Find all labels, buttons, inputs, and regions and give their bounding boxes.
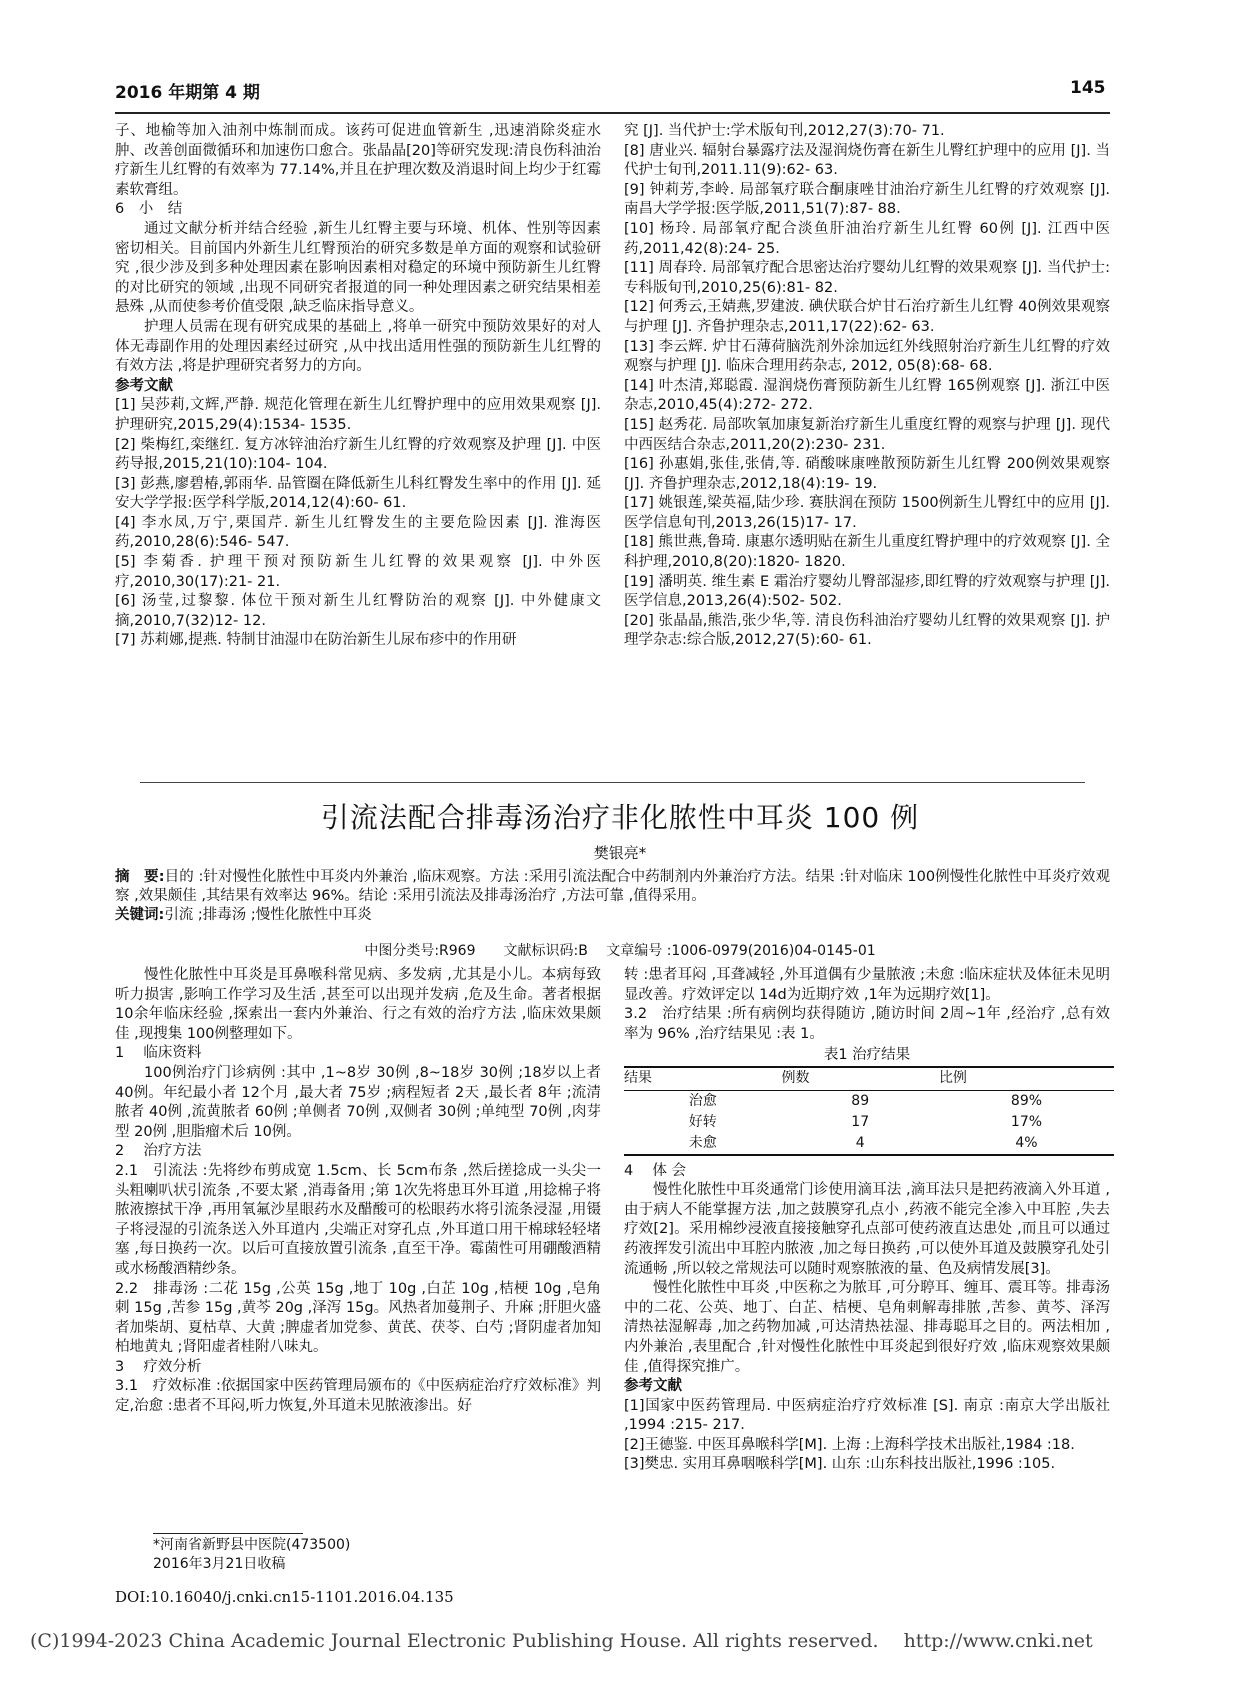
reference-item: [19] 潘明英. 维生素 E 霜治疗婴幼儿臀部湿疹,即红臀的疗效观察与护理 [J]. 医学信息,2013,26(4):502- 502. [624, 573, 1110, 610]
paragraph: 3.1 疗效标准 :依据国家中医药管理局颁布的《中医病症治疗疗效标准》判定,治愈 :患者不耳闷,听力恢复,外耳道未见脓液渗出。好 [115, 1378, 601, 1415]
reference-item: [1] 吴莎莉,文辉,严静. 规范化管理在新生儿红臀护理中的应用效果观察 [J]. 护理研究,2015,29(4):1534- 1535. [115, 397, 601, 433]
paragraph: 转 :患者耳闷 ,耳聋减轻 ,外耳道偶有少量脓液 ;未愈 :临床症状及体征未见明显改善。疗效评定以 14d为近期疗效 ,1年为远期疗效[1]。 [624, 967, 1110, 1003]
abstract-text: 目的 :针对慢性化脓性中耳炎内外兼治 ,临床观察。方法 :采用引流法配合中药制剂内外兼治疗方法。结果 :针对临床 100例慢性化脓性中耳炎疗效观察 ,效果颇佳 ,其结果有效率达 96%。结论 :采用引流法及排毒汤治疗 ,方法可靠 ,值得采用。 [115, 869, 1110, 904]
references-heading: 参考文献 [115, 377, 173, 394]
reference-item: [9] 钟莉芳,李岭. 局部氧疗联合酮康唑甘油治疗新生儿红臀的疗效观察 [J]. 南昌大学学报:医学版,2011,51(7):87- 88. [624, 181, 1110, 218]
issue-header: 2016 年期第 4 期 [115, 83, 260, 103]
table-cell: 89% [1010, 1092, 1043, 1109]
paragraph: 2.2 排毒汤 :二花 15g ,公英 15g ,地丁 10g ,白芷 10g ,桔梗 10g ,皂角刺 15g ,苦参 15g ,黄芩 20g ,泽泻 15g。风热者加蔓荆子、升麻 ;肝胆火盛者加柴胡、夏枯草、大黄 ;脾虚者加党参、黄芪、茯苓、白芍 ;肾阴虚者加知柏地黄丸 ;肾阳虚者桂附八味丸。 [115, 1280, 601, 1356]
abstract-block [115, 868, 1110, 925]
section-heading: 2 治疗方法 [115, 1143, 202, 1160]
table-cell: 未愈 [624, 1133, 781, 1155]
table-cell: 好转 [688, 1113, 717, 1130]
keywords [115, 906, 1110, 925]
article-title: 引流法配合排毒汤治疗非化脓性中耳炎 100 例 [320, 801, 920, 834]
reference-item: [20] 张晶晶,熊浩,张少华,等. 清良伤科油治疗婴幼儿红臀的效果观察 [J]. 护理学杂志:综合版,2012,27(5):60- 61. [624, 612, 1110, 649]
table-header-cell: 例数 [781, 1067, 938, 1090]
section-heading: 4 体 会 [624, 1162, 686, 1179]
abstract-label: 摘 要: [115, 869, 165, 885]
received-date: 2016年3月21日收稿 [153, 1556, 286, 1572]
reference-item: [15] 赵秀花. 局部吹氧加康复新治疗新生儿重度红臀的观察与护理 [J]. 现代中西医结合杂志,2011,20(2):230- 231. [624, 416, 1110, 453]
reference-item: [4] 李水凤,万宁,栗国芹. 新生儿红臀发生的主要危险因素 [J]. 淮海医药,2010,28(6):546- 547. [115, 514, 601, 551]
footnote-rule [153, 1533, 303, 1534]
footnote-block [115, 1533, 601, 1607]
table-cell: 治愈 [688, 1092, 717, 1109]
reference-item: [10] 杨玲. 局部氧疗配合淡鱼肝油治疗新生儿红臀 60例 [J]. 江西中医药,2011,42(8):24- 25. [624, 220, 1110, 257]
table-header-cell: 比例 [939, 1067, 1114, 1090]
article-divider [140, 782, 1085, 783]
doi: DOI:10.16040/j.cnki.cn15-1101.2016.04.135 [115, 1588, 454, 1606]
prev-article-left-column [115, 122, 601, 651]
reference-item: [1]国家中医药管理局. 中医病症治疗疗效标准 [S]. 南京 :南京大学出版社 ,1994 :215- 217. [624, 1397, 1110, 1434]
table-cell: 17 [851, 1113, 870, 1130]
paragraph: 100例治疗门诊病例 :其中 ,1~8岁 30例 ,8~18岁 30例 ;18岁以上者 40例。年纪最小者 12个月 ,最大者 75岁 ;病程短者 2天 ,最长者 8年 ;流清脓者 40例 ,流黄脓者 60例 ;单侧者 70例 ,双侧者 30例 ;单纯型 70例 ,肉芽型 20例 ,胆脂瘤术后 10例。 [115, 1064, 601, 1140]
reference-item: [7] 苏莉娜,提燕. 特制甘油湿巾在防治新生儿尿布疹中的作用研 [115, 632, 517, 649]
keywords-label: 关键词: [115, 907, 165, 923]
reference-item: [3] 彭燕,廖碧椿,郭雨华. 品管圈在降低新生儿科红臀发生率中的作用 [J]. 延安大学学报:医学科学版,2014,12(4):60- 61. [115, 475, 601, 512]
article-left-column [115, 966, 601, 1417]
reference-item: [11] 周春玲. 局部氧疗配合思密达治疗婴幼儿红臀的效果观察 [J]. 当代护士:专科版旬刊,2010,25(6):81- 82. [624, 260, 1110, 296]
paragraph: 护理人员需在现有研究成果的基础上 ,将单一研究中预防效果好的对人体无毒副作用的处理因素经过研究 ,从中找出适用性强的预防新生儿红臀的有效方法 ,将是护理研究者努力的方向。 [115, 318, 601, 375]
affiliation: *河南省新野县中医院(473500) [153, 1537, 351, 1553]
reference-item: [18] 熊世燕,鲁琦. 康惠尔透明贴在新生儿重度红臀护理中的疗效观察 [J]. 全科护理,2010,8(20):1820- 1820. [624, 534, 1110, 571]
keywords-text: 引流 ;排毒汤 ;慢性化脓性中耳炎 [164, 907, 372, 923]
article-right-column [624, 966, 1110, 1475]
reference-item: [12] 何秀云,王婧燕,罗建波. 碘伏联合炉甘石治疗新生儿红臀 40例效果观察与护理 [J]. 齐鲁护理杂志,2011,17(22):62- 63. [624, 299, 1110, 335]
reference-item: [14] 叶杰清,郑聪霞. 湿润烧伤膏预防新生儿红臀 165例观察 [J]. 浙江中医杂志,2010,45(4):272- 272. [624, 377, 1110, 414]
paragraph: 慢性化脓性中耳炎是耳鼻喉科常见病、多发病 ,尤其是小儿。本病每致听力损害 ,影响工作学习及生活 ,甚至可以出现并发病 ,危及生命。著者根据 10余年临床经验 ,探索出一套内外兼治、行之有效的治疗方法 ,临床效果颇佳 ,现搜集 100例整理如下。 [115, 967, 601, 1042]
reference-item: [5] 李菊香. 护理干预对预防新生儿红臀的效果观察 [J]. 中外医疗,2010,30(17):21- 21. [115, 554, 601, 590]
reference-item: [6] 汤莹,过黎黎. 体位干预对新生儿红臀防治的观察 [J]. 中外健康文摘,2010,7(32)12- 12. [115, 593, 601, 629]
page-number: 145 [1070, 78, 1106, 98]
paragraph: 通过文献分析并结合经验 ,新生儿红臀主要与环境、机体、性别等因素密切相关。目前国内外新生儿红臀预治的研究多数是单方面的观察和试验研究 ,很少涉及到多种处理因素在影响因素相对稳定的环境中预防新生儿红臀的对比研究的领域 ,出现不同研究者报道的同一种处理因素之研究结果相差悬殊 ,从而使参考价值受限 ,缺乏临床指导意义。 [115, 220, 601, 316]
table-cell: 89 [851, 1092, 870, 1109]
reference-item: [2] 柴梅红,栾继红. 复方冰锌油治疗新生儿红臀的疗效观察及护理 [J]. 中医药导报,2015,21(10):104- 104. [115, 436, 601, 473]
reference-item: [17] 姚银莲,梁英福,陆少珍. 赛肤润在预防 1500例新生儿臀红中的应用 [J]. 医学信息旬刊,2013,26(15)17- 17. [624, 495, 1110, 531]
article-author: 樊银亮* [593, 844, 647, 862]
section-heading: 1 临床资料 [115, 1045, 202, 1062]
reference-item: [8] 唐业兴. 辐射台暴露疗法及湿润烧伤膏在新生儿臀红护理中的应用 [J]. 当代护士旬刊,2011.11(9):62- 63. [624, 142, 1110, 179]
prev-article-right-column [624, 122, 1110, 651]
header-rule [115, 112, 1110, 114]
results-table [624, 1066, 1114, 1156]
paragraph: 子、地榆等加入油剂中炼制而成。该药可促进血管新生 ,迅速消除炎症水肿、改善创面微循环和加速伤口愈合。张晶晶[20]等研究发现:清良伤科油治疗新生儿红臀的有效率为 77.14%,并且在护理次数及消退时间上均少于红霉素软膏组。 [115, 123, 601, 198]
table-row [624, 1133, 1114, 1155]
table-header-cell: 结果 [624, 1067, 781, 1090]
table-header-row [624, 1067, 1114, 1090]
paragraph: 慢性化脓性中耳炎通常门诊使用滴耳法 ,滴耳法只是把药液滴入外耳道 ,由于病人不能掌握方法 ,加之鼓膜穿孔点小 ,药液不能完全渗入中耳腔 ,失去疗效[2]。采用棉纱浸液直接接触穿孔点部可使药液直达患处 ,而且可以通过药液挥发引流出中耳腔内脓液 ,加之每日换药 ,可以使外耳道及鼓膜穿孔处引流通畅 ,所以较之常规法可以随时观察脓液的量、色及病情发展[3]。 [624, 1182, 1110, 1277]
paragraph: 慢性化脓性中耳炎 ,中医称之为脓耳 ,可分聤耳、缠耳、震耳等。排毒汤中的二花、公英、地丁、白芷、桔梗、皂角刺解毒排脓 ,苦参、黄芩、泽泻清热祛湿解毒 ,加之药物加减 ,可达清热祛湿、排毒聪耳之目的。两法相加 ,内外兼治 ,表里配合 ,针对慢性化脓性中耳炎起到很好疗效 ,临床观察效果颇佳 ,值得探究推广。 [624, 1280, 1110, 1375]
abstract [115, 868, 1110, 906]
section-heading: 3 疗效分析 [115, 1358, 202, 1375]
table-cell: 17% [1010, 1113, 1043, 1130]
section-heading: 6 小 结 [115, 201, 183, 218]
paragraph: 3.2 治疗结果 :所有病例均获得随访 ,随访时间 2周~1年 ,经治疗 ,总有效率为 96% ,治疗结果见 :表 1。 [624, 1006, 1110, 1042]
table-cell: 4 [781, 1133, 938, 1155]
references-heading: 参考文献 [624, 1378, 682, 1395]
reference-item: [13] 李云辉. 炉甘石薄荷脑洗剂外涂加远红外线照射治疗新生儿红臀的疗效观察与护理 [J]. 临床合理用药杂志, 2012, 05(8):68- 68. [624, 338, 1110, 375]
reference-item: 究 [J]. 当代护士:学术版旬刊,2012,27(3):70- 71. [624, 123, 945, 139]
paragraph: 2.1 引流法 :先将纱布剪成宽 1.5cm、长 5cm布条 ,然后搓捻成一头尖一头粗喇叭状引流条 ,不要太紧 ,消毒备用 ;第 1次先将患耳外耳道 ,用捻棉子将脓液擦拭干净 ,再用氧氟沙星眼药水及醋酸可的松眼药水将引流条浸湿 ,用镊子将浸湿的引流条送入外耳道内 ,尖端正对穿孔点 ,外耳道口用干棉球轻轻堵塞 ,每日换药一次。以后可直接放置引流条 ,直至干净。霉菌性可用硼酸酒精或水杨酸酒精纱条。 [115, 1162, 601, 1277]
reference-item: [2]王德鉴. 中医耳鼻喉科学[M]. 上海 :上海科学技术出版社,1984 :18. [624, 1436, 1075, 1453]
copyright-notice: (C)1994-2023 China Academic Journal Electronic Publishing House. All rights reserved. http://www.cnki.net [30, 1630, 1093, 1652]
reference-item: [16] 孙惠娟,张佳,张倩,等. 硝酸咪康唑散预防新生儿红臀 200例效果观察 [J]. 齐鲁护理杂志,2012,18(4):19- 19. [624, 456, 1110, 492]
reference-item: [3]樊忠. 实用耳鼻咽喉科学[M]. 山东 :山东科技出版社,1996 :105. [624, 1456, 1056, 1473]
table-title: 表1 治疗结果 [823, 1047, 911, 1064]
classification-line: 中图分类号:R969 文献标识码:B 文章编号 :1006-0979(2016)04-0145-01 [364, 943, 876, 959]
table-row [624, 1112, 1114, 1133]
table-row [624, 1090, 1114, 1112]
table-cell: 4% [939, 1133, 1114, 1155]
